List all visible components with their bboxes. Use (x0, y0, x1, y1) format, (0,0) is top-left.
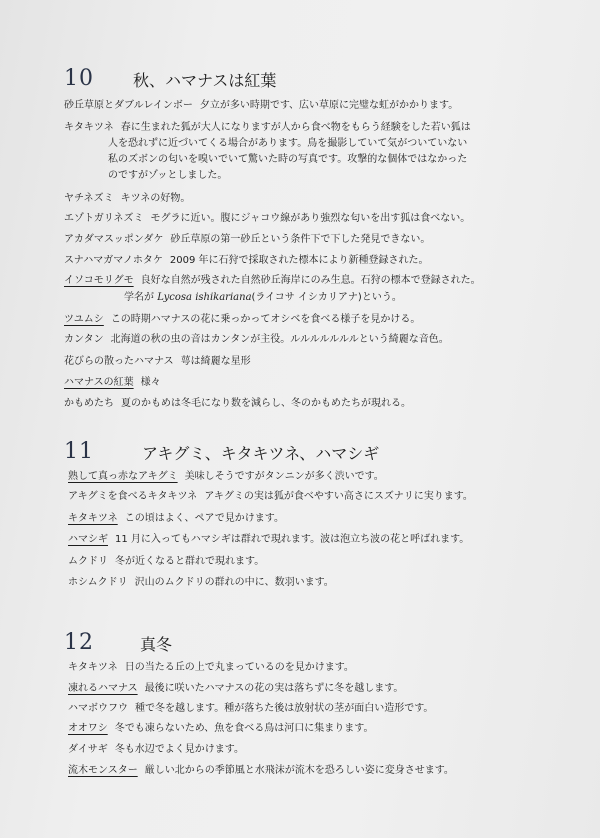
list-item (68, 574, 334, 592)
entry-continuation: 私のズボンの匂いを嗅いでいて驚いた時の写真です。攻撃的な個体ではなかった (108, 154, 468, 165)
entry-term: ホシムクドリ (68, 577, 128, 588)
list-item (64, 374, 161, 392)
entry-continuation: のですがゾッとしました。 (108, 170, 228, 181)
list-item (68, 741, 244, 759)
entry-text: 北海道の秋の虫の音はカンタンが主役。ルルルルルルルという綺麗な音色。 (110, 334, 449, 345)
section-heading (0, 630, 600, 660)
entry-text: 冬でも凍らないため、魚を食べる鳥は河口に集まります。 (114, 723, 374, 734)
entry-term: かもめたち (64, 398, 114, 409)
entry-term: 凍れるハマナス (68, 683, 138, 694)
entry-text: 厳しい北からの季節風と水飛沫が流木を恐ろしい姿に変身させます。 (144, 765, 454, 776)
list-item (68, 531, 469, 549)
entry-term: ムクドリ (68, 556, 108, 567)
list-item (68, 659, 354, 677)
list-item (68, 680, 403, 698)
list-item (68, 468, 384, 486)
list-item (64, 252, 429, 270)
entry-text: 沢山のムクドリの群れの中に、数羽います。 (134, 577, 334, 588)
list-item (68, 488, 473, 506)
entry-term: ハマボウフウ (68, 703, 128, 714)
section-heading (0, 66, 600, 96)
section-number: 11 (64, 439, 94, 464)
entry-text: モグラに近い。腹にジャコウ線があり強烈な匂いを出す狐は食べない。 (150, 213, 471, 224)
entry-text: 11 月に入ってもハマシギは群れで現れます。波は泡立ち波の花と呼ばれます。 (115, 534, 470, 545)
entry-continuation: 人を恐れずに近づいてくる場合があります。鳥を撮影していて気がついていない (108, 138, 468, 149)
section-10 (0, 66, 600, 96)
entry-text: 夕立が多い時期です、広い草原に完璧な虹がかかります。 (199, 100, 459, 111)
entry-term: 花びらの散ったハマナス (64, 356, 174, 367)
entry-term: エゾトガリネズミ (64, 213, 144, 224)
entry-text: 冬も水辺でよく見かけます。 (114, 744, 245, 755)
entry-term: ハマナスの紅葉 (64, 377, 134, 388)
section-title: 秋、ハマナスは紅葉 (133, 71, 277, 90)
entry-text: 萼は綺麗な星形 (180, 356, 251, 367)
entry-text: 美味しそうですがタンニンが多く渋いです。 (184, 471, 384, 482)
list-item (68, 700, 433, 718)
section-12 (0, 630, 600, 660)
list-item (64, 231, 430, 249)
list-item (68, 510, 284, 528)
list-item (64, 331, 449, 349)
list-item (64, 97, 458, 115)
entry-text: 2009 年に石狩で採取された標本により新種登録された。 (169, 255, 429, 266)
entry-text: 様々 (140, 377, 161, 388)
entry-text: この時期ハマナスの花に乗っかってオシベを食べる様子を見かける。 (110, 314, 421, 325)
entry-term: カンタン (64, 334, 104, 345)
list-item (64, 190, 190, 208)
entry-term: ハマシギ (68, 534, 108, 545)
entry-term: 熟して真っ赤なアキグミ (68, 471, 178, 482)
latin-suffix: (ライコサ イシカリアナ)という。 (251, 292, 402, 303)
list-item (68, 553, 264, 571)
entry-term: キタキツネ (68, 662, 118, 673)
entry-text: 春に生まれた狐が大人になりますが人から食べ物をもらう経験をした若い狐は (120, 122, 471, 133)
section-number: 10 (64, 66, 94, 91)
latin-prefix: 学名が (124, 292, 154, 303)
list-item (64, 353, 251, 371)
entry-term: キタキツネ (64, 122, 114, 133)
entry-term: アカダマスッポンダケ (64, 234, 164, 245)
list-item (64, 395, 411, 413)
entry-text: 最後に咲いたハマナスの花の実は落ちずに冬を越します。 (144, 683, 404, 694)
entry-text: 冬が近くなると群れで現れます。 (115, 556, 265, 567)
list-item (64, 272, 481, 290)
entry-term: ヤチネズミ (64, 193, 114, 204)
list-item (64, 311, 420, 329)
entry-text: 良好な自然が残された自然砂丘海岸にのみ生息。石狩の標本で登録された。 (140, 275, 481, 286)
entry-term: オオワシ (68, 723, 108, 734)
list-item (68, 720, 374, 738)
section-number: 12 (64, 630, 94, 655)
entry-term: キタキツネ (68, 513, 118, 524)
list-item (68, 762, 454, 780)
section-title: 真冬 (140, 635, 173, 654)
entry-text: この頃はよく、ペアで見かけます。 (124, 513, 285, 524)
entry-term: 砂丘草原とダブルレインボー (64, 100, 193, 111)
entry-term: スナハマガマノホタケ (64, 255, 163, 266)
section-11 (0, 439, 600, 469)
entry-term: ツユムシ (64, 314, 104, 325)
entry-text: 日の当たる丘の上で丸まっているのを見かけます。 (124, 662, 354, 673)
entry-term: アキグミを食べるキタキツネ (68, 491, 198, 502)
entry-term: ダイサギ (68, 744, 108, 755)
section-heading (0, 439, 600, 469)
entry-text: キツネの好物。 (120, 193, 191, 204)
section-title: アキグミ、キタキツネ、ハマシギ (142, 444, 380, 463)
latin-name: Lycosa ishikariana (157, 292, 252, 303)
entry-text: 夏のかもめは冬毛になり数を減らし、冬のかもめたちが現れる。 (121, 398, 411, 409)
entry-text: アキグミの実は狐が食べやすい高さにスズナリに実ります。 (204, 491, 473, 502)
list-item (64, 210, 470, 228)
entry-term: イソコモリグモ (64, 275, 134, 286)
entry-text: 砂丘草原の第一砂丘という条件下で下した発見できない。 (170, 234, 431, 245)
entry-continuation (124, 289, 402, 307)
entry-text: 種で冬を越します。種が落ちた後は放射状の茎が面白い造形です。 (135, 703, 434, 714)
entry-term: 流木モンスター (68, 765, 138, 776)
